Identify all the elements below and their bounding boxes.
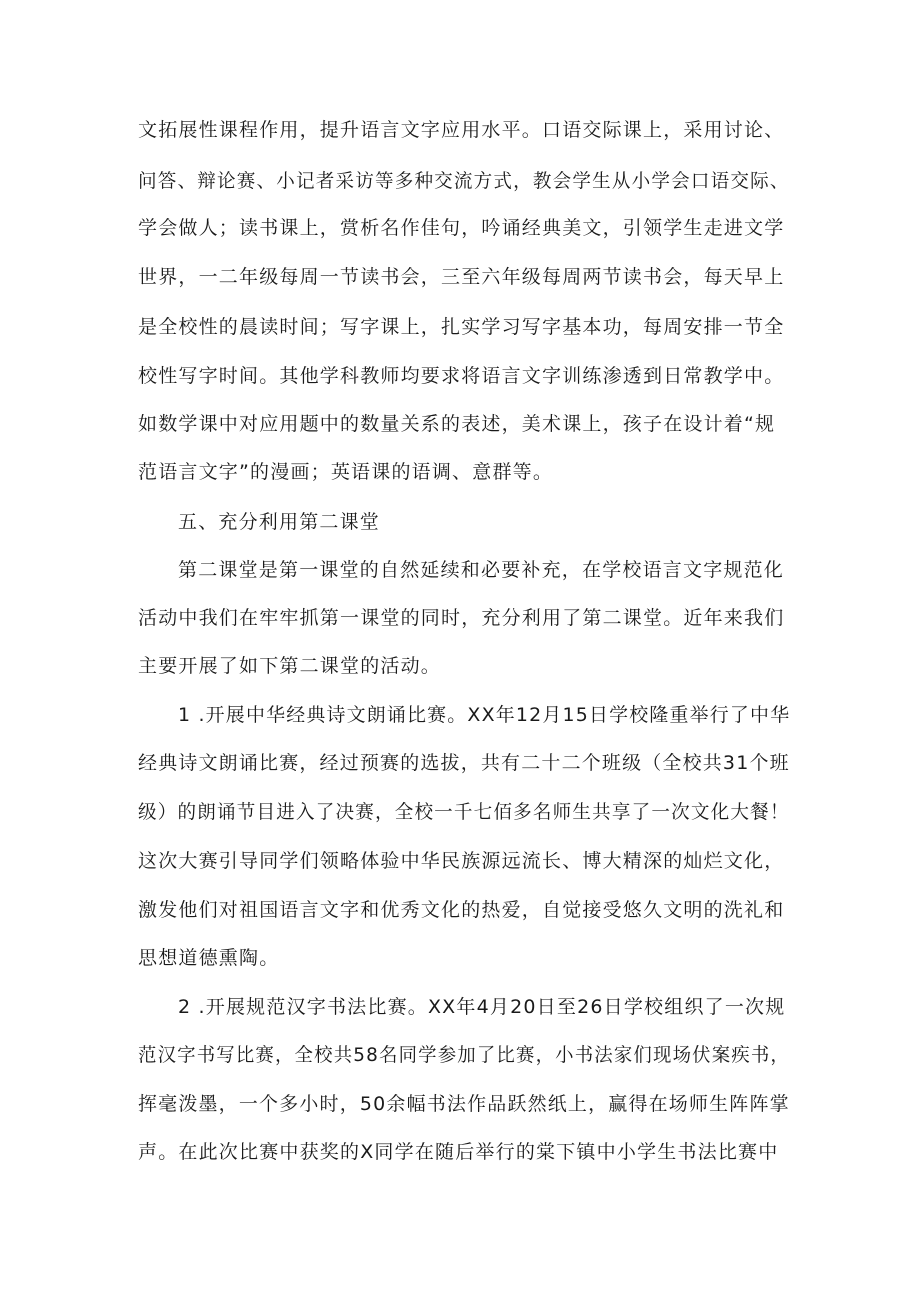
section-heading: 五、充分利用第二课堂 (178, 511, 381, 533)
text-line-13: 1 .开展中华经典诗文朗诵比赛。XX年12月15日学校隆重举行了中华 (178, 704, 791, 726)
text-line-15: 级）的朗诵节目进入了决赛，全校一千七佰多名师生共享了一次文化大餐！ (138, 801, 790, 823)
text-line-2: 问答、辩论赛、小记者采访等多种交流方式，教会学生从小学会口语交际、 (138, 170, 790, 192)
text-line-12: 主要开展了如下第二课堂的活动。 (138, 655, 442, 677)
text-line-11: 活动中我们在牢牢抓第一课堂的同时，充分利用了第二课堂。近年来我们 (138, 607, 785, 629)
text-line-5: 是全校性的晨读时间；写字课上，扎实学习写字基本功，每周安排一节全 (138, 316, 785, 338)
text-line-18: 思想道德熏陶。 (138, 947, 280, 969)
text-line-20: 范汉字书写比赛，全校共58名同学参加了比赛，小书法家们现场伏案疾书， (138, 1044, 790, 1066)
text-line-17: 激发他们对祖国语言文字和优秀文化的热爱，自觉接受悠久文明的洗礼和 (138, 899, 785, 921)
text-line-22: 声。在此次比赛中获奖的X同学在随后举行的棠下镇中小学生书法比赛中 (138, 1141, 779, 1163)
text-line-14: 经典诗文朗诵比赛，经过预赛的选拔，共有二十二个班级（全校共31个班 (138, 752, 790, 774)
text-line-7: 如数学课中对应用题中的数量关系的表述，美术课上，孩子在设计着“规 (138, 413, 776, 435)
text-line-16: 这次大赛引导同学们领略体验中华民族源远流长、博大精深的灿烂文化， (138, 850, 785, 872)
text-line-10: 第二课堂是第一课堂的自然延续和必要补充，在学校语言文字规范化 (178, 559, 785, 581)
text-line-21: 挥毫泼墨，一个多小时，50余幅书法作品跃然纸上，赢得在场师生阵阵掌 (138, 1093, 790, 1115)
text-line-19: 2 .开展规范汉字书法比赛。XX年4月20日至26日学校组织了一次规 (178, 996, 786, 1018)
text-line-6: 校性写字时间。其他学科教师均要求将语言文字训练渗透到日常教学中。 (138, 365, 785, 387)
text-line-3: 学会做人；读书课上，赏析名作佳句，吟诵经典美文，引领学生走进文学 (138, 217, 785, 239)
text-line-1: 文拓展性课程作用，提升语言文字应用水平。口语交际课上，采用讨论、 (138, 119, 785, 141)
text-line-4: 世界，一二年级每周一节读书会，三至六年级每周两节读书会，每天早上 (138, 266, 785, 288)
text-line-8: 范语言文字”的漫画；英语课的语调、意群等。 (138, 461, 554, 483)
